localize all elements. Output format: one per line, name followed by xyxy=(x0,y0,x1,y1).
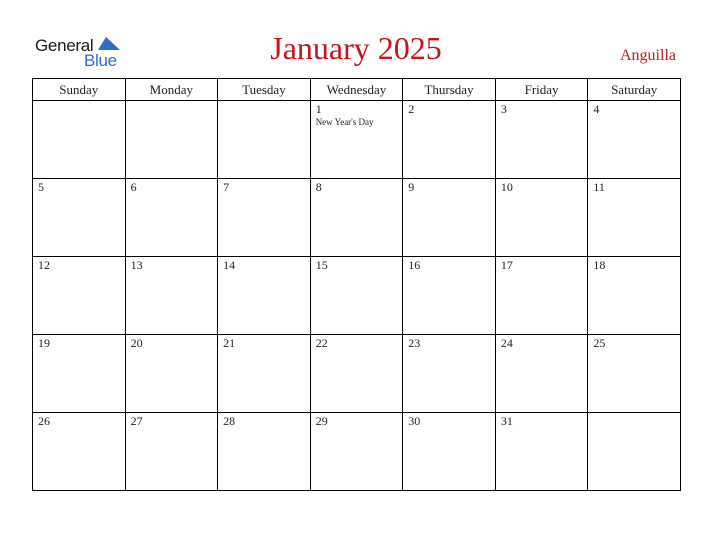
day-cell xyxy=(33,101,126,179)
day-cell xyxy=(125,257,218,335)
weekday-header: Saturday xyxy=(588,79,681,101)
day-number: 23 xyxy=(408,336,421,350)
day-number: 24 xyxy=(500,336,513,350)
week-row xyxy=(33,335,681,413)
day-number: 21 xyxy=(223,336,236,350)
weekday-header: Friday xyxy=(495,79,588,101)
week-row xyxy=(33,179,681,257)
day-cell xyxy=(218,179,311,257)
day-cell xyxy=(588,413,681,491)
logo-text-general: General xyxy=(35,36,94,55)
day-cell xyxy=(403,257,496,335)
week-row xyxy=(33,101,681,179)
day-cell xyxy=(495,413,588,491)
day-cell xyxy=(310,179,403,257)
day-cell xyxy=(33,179,126,257)
day-number: 18 xyxy=(593,258,606,272)
day-cell xyxy=(495,335,588,413)
day-number: 26 xyxy=(38,414,50,428)
weekday-header-row xyxy=(33,79,681,101)
day-cell xyxy=(310,257,403,335)
day-number: 20 xyxy=(130,336,143,350)
day-cell xyxy=(310,335,403,413)
day-cell xyxy=(403,413,496,491)
day-number: 22 xyxy=(315,336,328,350)
weekday-header: Monday xyxy=(125,79,218,101)
weekday-header: Sunday xyxy=(33,79,126,101)
logo-text-blue: Blue xyxy=(84,51,117,70)
day-cell xyxy=(125,179,218,257)
day-cell xyxy=(403,101,496,179)
day-cell xyxy=(588,101,681,179)
day-number: 4 xyxy=(593,102,600,116)
day-cell xyxy=(588,257,681,335)
day-number: 7 xyxy=(223,180,230,194)
day-number: 15 xyxy=(315,258,328,272)
day-number: 25 xyxy=(593,336,606,350)
day-cell xyxy=(403,179,496,257)
day-cell xyxy=(125,335,218,413)
day-cell xyxy=(495,101,588,179)
week-row xyxy=(33,257,681,335)
day-number: 8 xyxy=(315,180,322,194)
calendar-body xyxy=(33,101,681,491)
day-number: 3 xyxy=(500,102,507,116)
calendar-title: January 2025 xyxy=(270,30,442,66)
day-cell xyxy=(125,413,218,491)
day-number: 28 xyxy=(223,414,236,428)
day-cell xyxy=(218,101,311,179)
weekday-header: Thursday xyxy=(403,79,496,101)
day-cell xyxy=(218,335,311,413)
day-number: 9 xyxy=(408,180,415,194)
day-number: 16 xyxy=(408,258,421,272)
day-cell xyxy=(588,179,681,257)
day-number: 6 xyxy=(130,180,137,194)
day-number: 12 xyxy=(38,258,50,272)
day-cell xyxy=(495,179,588,257)
day-number: 13 xyxy=(130,258,143,272)
day-cell xyxy=(403,335,496,413)
day-number: 19 xyxy=(38,336,50,350)
day-number: 31 xyxy=(500,414,513,428)
day-cell xyxy=(33,257,126,335)
weekday-header: Tuesday xyxy=(218,79,311,101)
calendar-grid xyxy=(32,78,681,491)
day-number: 17 xyxy=(500,258,513,272)
day-cell xyxy=(588,335,681,413)
holiday-label: New Year's Day xyxy=(315,117,374,127)
day-number: 2 xyxy=(408,102,415,116)
day-number: 11 xyxy=(593,180,605,194)
day-cell xyxy=(495,257,588,335)
day-cell xyxy=(33,335,126,413)
day-number: 14 xyxy=(223,258,236,272)
day-cell xyxy=(218,413,311,491)
day-cell xyxy=(310,101,403,179)
day-number: 27 xyxy=(130,414,143,428)
day-number: 5 xyxy=(38,180,44,194)
day-cell xyxy=(125,101,218,179)
weekday-header: Wednesday xyxy=(310,79,403,101)
day-cell xyxy=(218,257,311,335)
day-number: 1 xyxy=(315,102,322,116)
day-number: 10 xyxy=(500,180,513,194)
day-number: 29 xyxy=(315,414,328,428)
country-label: Anguilla xyxy=(620,47,676,64)
day-cell xyxy=(310,413,403,491)
day-number: 30 xyxy=(408,414,421,428)
week-row xyxy=(33,413,681,491)
day-cell xyxy=(33,413,126,491)
